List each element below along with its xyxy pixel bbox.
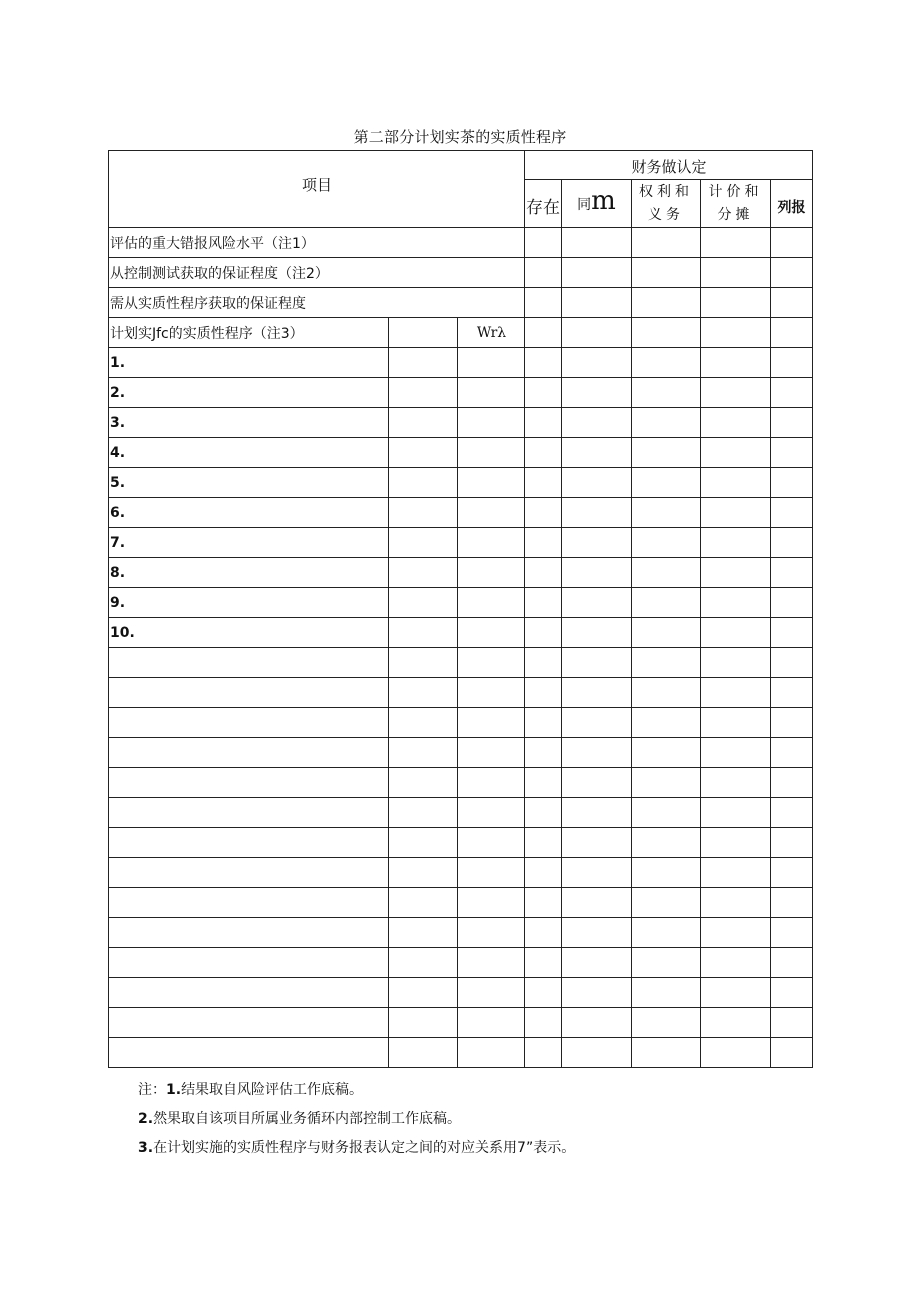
header-valuation-allocation: 计价和 分摊 <box>701 180 771 228</box>
table-row <box>109 888 813 918</box>
row-control-assurance: 从控制测试获取的保证程度（注2） <box>109 258 525 288</box>
row-number: 6. <box>109 498 389 528</box>
planned-procedures-col: Wrλ <box>458 318 525 348</box>
table-row <box>109 228 813 258</box>
table-row <box>109 438 813 468</box>
row-number: 5. <box>109 468 389 498</box>
notes <box>138 1076 575 1163</box>
table-row <box>109 528 813 558</box>
header-occurrence: 同m <box>562 180 632 228</box>
header-presentation: 列报 <box>771 180 813 228</box>
row-number: 4. <box>109 438 389 468</box>
row-number: 9. <box>109 588 389 618</box>
table-row <box>109 348 813 378</box>
table-row <box>109 648 813 678</box>
table-row <box>109 1008 813 1038</box>
table-row <box>109 468 813 498</box>
table-row <box>109 768 813 798</box>
row-substantive-assurance: 需从实质性程序获取的保证程度 <box>109 288 525 318</box>
table-row <box>109 588 813 618</box>
table-row <box>109 858 813 888</box>
row-planned-procedures: 计划实Jfc的实质性程序（注3） <box>109 318 389 348</box>
note-3: 3.在计划实施的实质性程序与财务报表认定之间的对应关系用7”表示。 <box>138 1140 576 1156</box>
header-financial-assertion: 财务做认定 <box>525 151 813 180</box>
header-rights-obligations: 权利和 义务 <box>632 180 701 228</box>
table-row <box>109 618 813 648</box>
procedures-table <box>108 150 813 1068</box>
row-number: 10. <box>109 618 389 648</box>
table-row <box>109 948 813 978</box>
row-number: 1. <box>109 348 389 378</box>
table-row <box>109 318 813 348</box>
table-row <box>109 678 813 708</box>
table-row <box>109 1038 813 1068</box>
row-risk-level: 评估的重大错报风险水平（注1） <box>109 228 525 258</box>
table-row <box>109 378 813 408</box>
table-row <box>109 258 813 288</box>
table-row <box>109 498 813 528</box>
table-row <box>109 708 813 738</box>
table-row <box>109 978 813 1008</box>
table-row <box>109 798 813 828</box>
header-existence: 存在 <box>525 180 562 228</box>
row-number: 7. <box>109 528 389 558</box>
table-row <box>109 738 813 768</box>
note-1: 注：1.结果取自风险评估工作底稿。 <box>138 1082 364 1098</box>
row-number: 2. <box>109 378 389 408</box>
page-title: 第二部分计划实茶的实质性程序 <box>353 128 567 146</box>
table-row <box>109 918 813 948</box>
table-row <box>109 558 813 588</box>
row-number: 3. <box>109 408 389 438</box>
table-row <box>109 828 813 858</box>
table-row <box>109 408 813 438</box>
row-number: 8. <box>109 558 389 588</box>
header-item: 项目 <box>109 151 525 228</box>
note-2: 2.然果取自该项目所属业务循环内部控制工作底稿。 <box>138 1111 462 1127</box>
table-row <box>109 288 813 318</box>
